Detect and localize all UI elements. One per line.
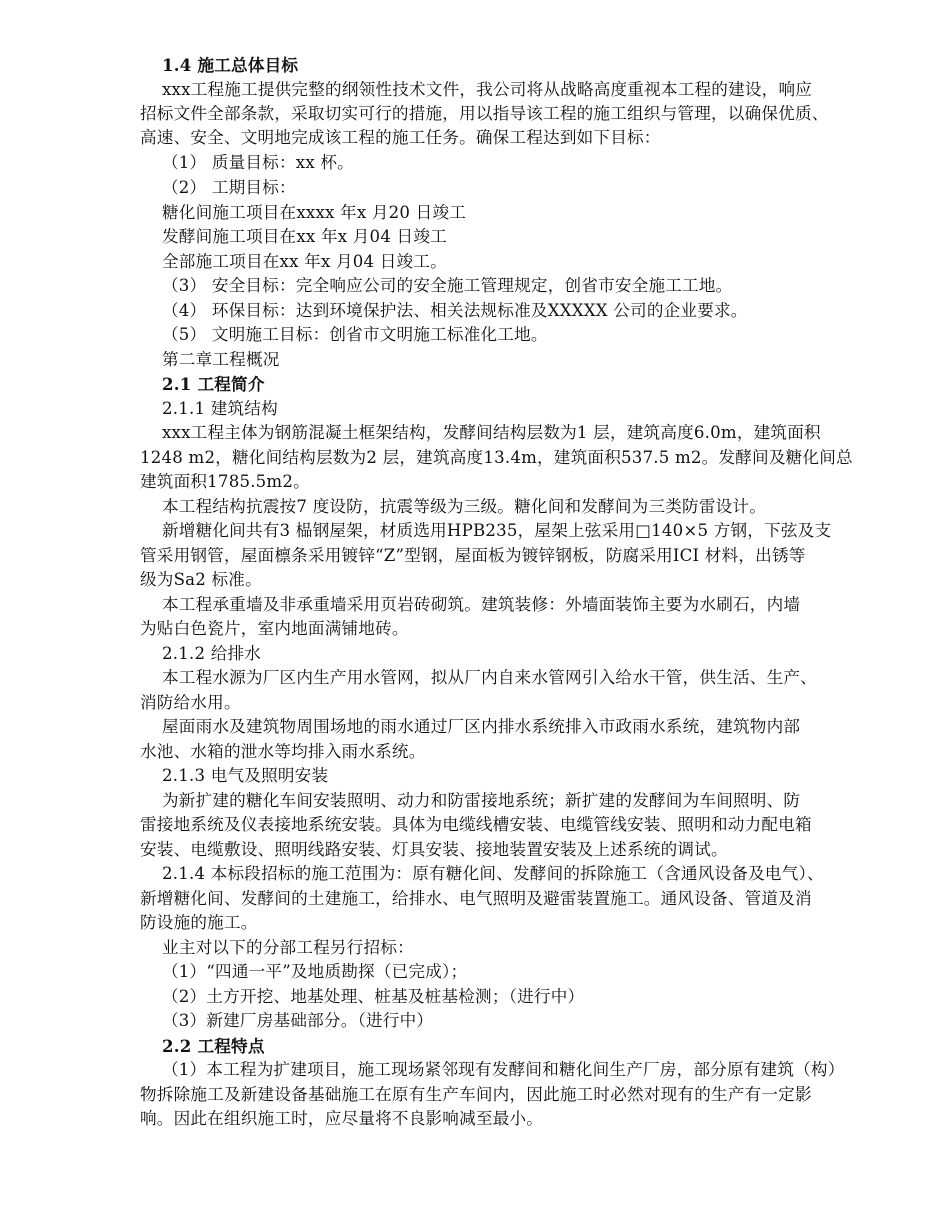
list-item: （3）新建厂房基础部分。（进行中） <box>162 1011 434 1030</box>
paragraph-line: 本工程水源为厂区内生产用水管网，拟从厂内自来水管网引入给水干管，供生活、生产、 <box>162 668 817 687</box>
paragraph-line: 建筑面积1785.5m2。 <box>140 472 310 491</box>
paragraph-line: xxx工程施工提供完整的纲领性技术文件，我公司将从战略高度重视本工程的建设，响应 <box>162 80 813 99</box>
paragraph-line: 招标文件全部条款，采取切实可行的措施，用以指导该工程的施工组织与管理，以确保优质、 <box>140 104 829 123</box>
paragraph-line: 新增糖化间共有3 榀钢屋架，材质选用HPB235，屋架上弦采用□140×5 方钢，下弦及支 <box>162 521 832 540</box>
list-item: （4） 环保目标：达到环境保护法、相关法规标准及XXXXX 公司的企业要求。 <box>162 301 748 320</box>
paragraph-line: 安装、电缆敷设、照明线路安装、灯具安装、接地装置安装及上述系统的调试。 <box>140 840 728 859</box>
paragraph-line: 为贴白色瓷片，室内地面满铺地砖。 <box>140 619 409 638</box>
paragraph-line: 防设施的施工。 <box>140 913 258 932</box>
paragraph-line: 级为Sa2 标准。 <box>140 570 262 589</box>
paragraph-line: 新增糖化间、发酵间的土建施工，给排水、电气照明及避雷装置施工。通风设备、管道及消 <box>140 889 812 908</box>
list-item: （2）土方开挖、地基处理、桩基及桩基检测；（进行中） <box>162 987 585 1006</box>
subsection-2-1-3-heading: 2.1.3 电气及照明安装 <box>162 766 329 785</box>
list-item: （5） 文明施工目标：创省市文明施工标准化工地。 <box>162 325 548 344</box>
paragraph-line: 全部施工项目在xx 年x 月04 日竣工。 <box>162 252 447 271</box>
paragraph-line: 发酵间施工项目在xx 年x 月04 日竣工 <box>162 227 447 246</box>
list-item: （3） 安全目标：完全响应公司的安全施工管理规定，创省市安全施工工地。 <box>162 276 733 295</box>
paragraph-line: xxx工程主体为钢筋混凝土框架结构，发酵间结构层数为1 层，建筑高度6.0m，建筑面积 <box>162 423 821 442</box>
paragraph-line: 业主对以下的分部工程另行招标： <box>162 938 414 957</box>
subsection-2-1-2-heading: 2.1.2 给排水 <box>162 644 262 663</box>
paragraph-line: 屋面雨水及建筑物周围场地的雨水通过厂区内排水系统排入市政雨水系统，建筑物内部 <box>162 717 801 736</box>
paragraph-line: 水池、水箱的泄水等均排入雨水系统。 <box>140 742 426 761</box>
paragraph-line: 雷接地系统及仪表接地系统安装。具体为电缆线槽安装、电缆管线安装、照明和动力配电箱 <box>140 815 812 834</box>
list-item: （1）“四通一平”及地质勘探（已完成）； <box>162 962 468 981</box>
list-item: （2） 工期目标： <box>162 178 296 197</box>
paragraph-line: 为新扩建的糖化车间安装照明、动力和防雷接地系统；新扩建的发酵间为车间照明、防 <box>162 791 801 810</box>
paragraph-line: 本工程承重墙及非承重墙采用页岩砖砌筑。建筑装修：外墙面装饰主要为水刷石，内墙 <box>162 595 801 614</box>
list-item: （1） 质量目标：xx 杯。 <box>162 153 354 172</box>
subsection-2-1-1-heading: 2.1.1 建筑结构 <box>162 399 278 418</box>
paragraph-line: 管采用钢管，屋面檩条采用镀锌“Z”型钢，屋面板为镀锌钢板，防腐采用ICI 材料，出锈等 <box>140 546 806 565</box>
paragraph-line: 高速、安全、文明地完成该工程的施工任务。确保工程达到如下目标： <box>140 128 661 147</box>
section-2-2-heading: 2.2 工程特点 <box>162 1036 265 1056</box>
section-1-4-heading: 1.4 施工总体目标 <box>162 55 299 75</box>
section-2-1-heading: 2.1 工程简介 <box>162 374 265 394</box>
paragraph-line: 1248 m2，糖化间结构层数为2 层，建筑高度13.4m，建筑面积537.5 m2。发酵间及糖化间总 <box>140 448 853 467</box>
paragraph-line: （1）本工程为扩建项目，施工现场紧邻现有发酵间和糖化间生产厂房，部分原有建筑（构） <box>162 1060 845 1079</box>
paragraph-line: 物拆除施工及新建设备基础施工在原有生产车间内，因此施工时必然对现有的生产有一定影 <box>140 1085 812 1104</box>
paragraph-line: 消防给水用。 <box>140 693 241 712</box>
paragraph-line: 糖化间施工项目在xxxx 年x 月20 日竣工 <box>162 203 467 222</box>
paragraph-line: 本工程结构抗震按7 度设防，抗震等级为三级。糖化间和发酵间为三类防雷设计。 <box>162 497 767 516</box>
subsection-2-1-4-heading: 2.1.4 本标段招标的施工范围为：原有糖化间、发酵间的拆除施工（含通风设备及电气）、 <box>162 864 824 883</box>
chapter-2-heading: 第二章工程概况 <box>162 350 280 369</box>
paragraph-line: 响。因此在组织施工时，应尽量将不良影响减至最小。 <box>140 1109 544 1128</box>
